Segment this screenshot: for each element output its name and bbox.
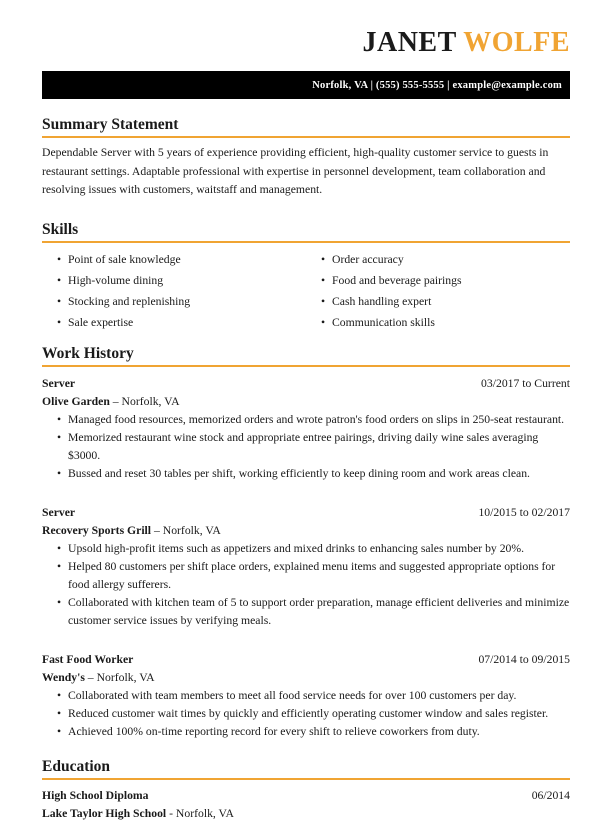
name-last: WOLFE <box>463 27 570 58</box>
bullet-icon: • <box>321 294 326 308</box>
job-bullet <box>42 594 570 630</box>
section-education <box>42 758 570 823</box>
skill-item <box>42 249 306 270</box>
bullet-icon: • <box>57 724 62 738</box>
education-date: 06/2014 <box>531 788 570 802</box>
company-name: Olive Garden <box>42 394 110 408</box>
job-company-line <box>42 522 570 540</box>
skill-label: Order accuracy <box>332 252 404 266</box>
bullet-icon: • <box>321 252 326 266</box>
job-entry <box>42 504 570 630</box>
skill-item <box>306 249 570 270</box>
education-degree: High School Diploma <box>42 788 149 802</box>
job-bullet <box>42 411 570 429</box>
job-bullet <box>42 465 570 483</box>
job-header <box>42 651 570 669</box>
skill-item <box>306 312 570 333</box>
bullet-icon: • <box>57 315 62 329</box>
skills-columns <box>42 249 570 333</box>
contact-text: Norfolk, VA | (555) 555-5555 | example@example.com <box>312 79 562 91</box>
job-dates: 07/2014 to 09/2015 <box>478 652 570 666</box>
skill-label: Stocking and replenishing <box>68 294 191 308</box>
bullet-icon: • <box>57 595 62 609</box>
skill-item <box>306 291 570 312</box>
school-name: Lake Taylor High School <box>42 806 167 820</box>
job-header <box>42 504 570 522</box>
summary-section-title: Summary Statement <box>42 116 570 138</box>
bullet-icon: • <box>321 273 326 287</box>
bullet-icon: • <box>57 294 62 308</box>
bullet-text: Bussed and reset 30 tables per shift, working efficiently to keep dining room and work areas clean. <box>68 466 530 480</box>
skill-label: Cash handling expert <box>332 294 432 308</box>
work-section-title: Work History <box>42 345 570 367</box>
bullet-icon: • <box>321 315 326 329</box>
bullet-text: Memorized restaurant wine stock and appropriate entree pairings, driving daily wine sales averaging $3000. <box>68 430 539 462</box>
skill-item <box>42 291 306 312</box>
contact-bar <box>42 71 570 99</box>
job-company-line <box>42 393 570 411</box>
job-role: Server <box>42 505 76 519</box>
bullet-text: Reduced customer wait times by quickly and efficiently operating customer window and sales register. <box>68 706 549 720</box>
job-header <box>42 375 570 393</box>
bullet-text: Managed food resources, memorized orders and wrote patron's food orders on slips in 250-seat restaurant. <box>68 412 565 426</box>
job-entry <box>42 375 570 483</box>
education-section-title: Education <box>42 758 570 780</box>
bullet-text: Helped 80 customers per shift place orders, explained menu items and suggested appropriate options for food allergy sufferers. <box>68 559 556 591</box>
bullet-icon: • <box>57 466 62 480</box>
job-bullets <box>42 687 570 741</box>
job-bullet <box>42 558 570 594</box>
education-school-line <box>42 805 570 823</box>
skill-item <box>42 270 306 291</box>
skills-column-left <box>42 249 306 333</box>
school-location: - Norfolk, VA <box>169 806 234 820</box>
skill-label: Point of sale knowledge <box>68 252 181 266</box>
job-role: Server <box>42 376 76 390</box>
name-first: JANET <box>362 27 457 58</box>
skill-label: High-volume dining <box>68 273 164 287</box>
company-name: Wendy's <box>42 670 85 684</box>
bullet-text: Achieved 100% on-time reporting record for every shift to relieve coworkers from duty. <box>68 724 480 738</box>
bullet-icon: • <box>57 688 62 702</box>
bullet-text: Upsold high-profit items such as appetizers and mixed drinks to enhancing sales number by 20%. <box>68 541 525 555</box>
job-bullets <box>42 411 570 483</box>
skill-item <box>42 312 306 333</box>
bullet-icon: • <box>57 273 62 287</box>
bullet-icon: • <box>57 430 62 444</box>
job-bullet <box>42 705 570 723</box>
job-bullets <box>42 540 570 630</box>
section-summary <box>42 116 570 200</box>
bullet-text: Collaborated with kitchen team of 5 to support order preparation, manage efficient deliveries and minimize customer service issues by verifying meals. <box>68 595 570 627</box>
skill-label: Communication skills <box>332 315 435 329</box>
bullet-icon: • <box>57 559 62 573</box>
resume-name <box>42 26 570 60</box>
job-location: – Norfolk, VA <box>87 670 155 684</box>
bullet-icon: • <box>57 541 62 555</box>
section-skills <box>42 221 570 333</box>
job-location: – Norfolk, VA <box>112 394 180 408</box>
skills-section-title: Skills <box>42 221 570 243</box>
company-name: Recovery Sports Grill <box>42 523 152 537</box>
job-bullet <box>42 429 570 465</box>
skills-column-right <box>306 249 570 333</box>
job-dates: 03/2017 to Current <box>481 376 570 390</box>
job-location: – Norfolk, VA <box>153 523 221 537</box>
job-bullet <box>42 723 570 741</box>
education-header <box>42 787 570 805</box>
bullet-text: Collaborated with team members to meet all food service needs for over 100 customers per day. <box>68 688 517 702</box>
skill-label: Sale expertise <box>68 315 134 329</box>
skill-item <box>306 270 570 291</box>
job-role: Fast Food Worker <box>42 652 134 666</box>
job-dates: 10/2015 to 02/2017 <box>478 505 570 519</box>
summary-text: Dependable Server with 5 years of experience providing efficient, high-quality customer service to guests in restaurant settings. Adaptable professional with expertise in personnel development, team collaboration and resolving issues with customers, waitstaff and management. <box>42 146 549 196</box>
bullet-icon: • <box>57 412 62 426</box>
job-company-line <box>42 669 570 687</box>
bullet-icon: • <box>57 252 62 266</box>
job-bullet <box>42 540 570 558</box>
skill-label: Food and beverage pairings <box>332 273 462 287</box>
job-bullet <box>42 687 570 705</box>
section-work-history <box>42 345 570 741</box>
job-entry <box>42 651 570 741</box>
bullet-icon: • <box>57 706 62 720</box>
